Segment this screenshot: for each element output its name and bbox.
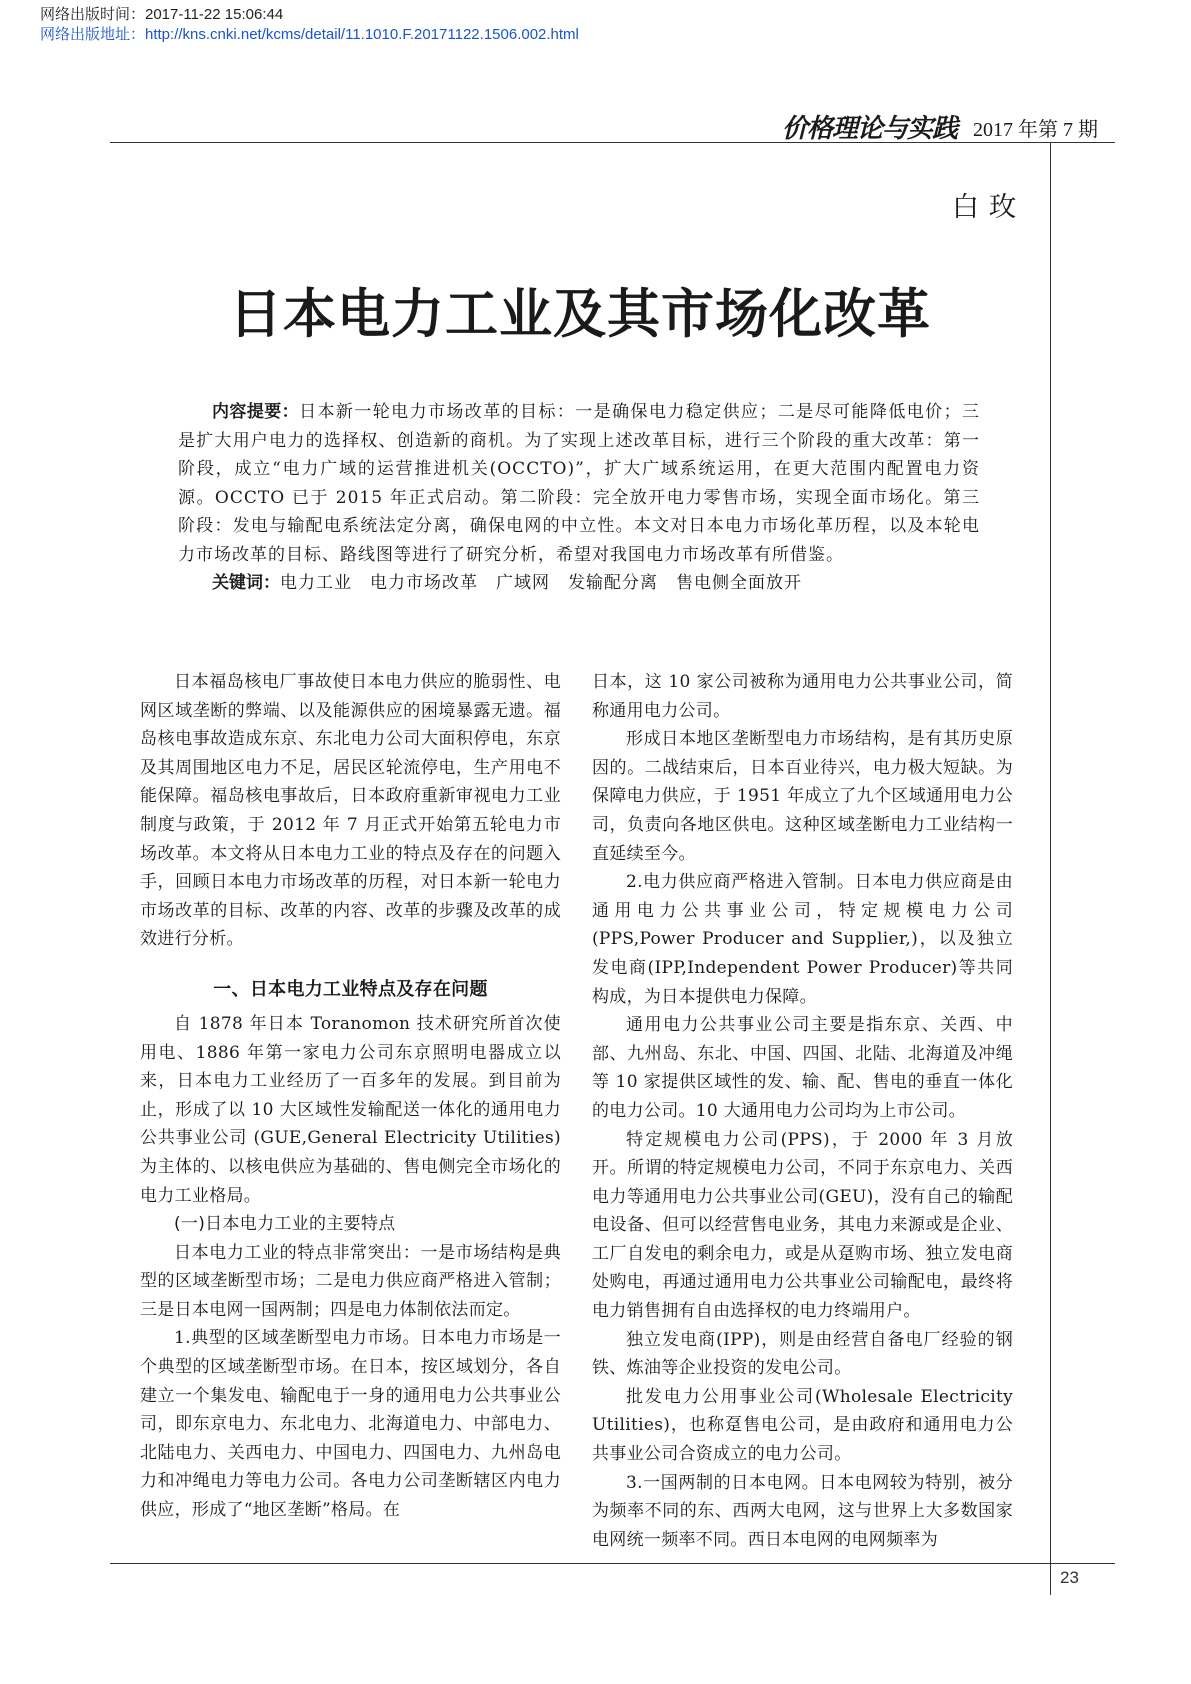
journal-issue: 2017 年第 7 期: [973, 119, 1098, 141]
keywords-paragraph: [178, 569, 980, 598]
header-rule: [110, 142, 1115, 143]
body-paragraph: 1.典型的区域垄断型电力市场。日本电力市场是一个典型的区域垄断型市场。在日本，按区域划分，各自建立一个集发电、输配电于一身的通用电力公共事业公司，即东京电力、东北电力、北海道电力、中部电力、北陆电力、关西电力、中国电力、四国电力、九州岛电力和冲绳电力等电力公司。各电力公司垄断辖区内电力供应，形成了“地区垄断”格局。在: [140, 1328, 561, 1521]
abstract-label: 内容提要：: [212, 402, 300, 422]
abstract-text: 日本新一轮电力市场改革的目标：一是确保电力稳定供应；二是尽可能降低电价；三是扩大用户电力的选择权、创造新的商机。为了实现上述改革目标，进行三个阶段的重大改革：第一阶段，成立“电力广域的运营推进机关(OCCTO)”，扩大广域系统运用，在更大范围内配置电力资源。OCCTO 已于 2015 年正式启动。第二阶段：完全放开电力零售市场，实现全面市场化。第三阶段：发电与输配电系统法定分离，确保电网的中立性。本文对日本电力市场化革历程，以及本轮电力市场改革的目标、路线图等进行了研究分析，希望对我国电力市场改革有所借鉴。: [178, 402, 981, 565]
body-paragraph-continued: 日本，这 10 家公司被称为通用电力公共事业公司，简称通用电力公司。: [592, 672, 1013, 721]
right-column: [592, 668, 1013, 1554]
body-paragraph: 批发电力公用事业公司(Wholesale Electricity Utilities)，也称趸售电公司，是由政府和通用电力公共事业公司合资成立的电力公司。: [592, 1386, 1013, 1465]
body-paragraph: 特定规模电力公司(PPS)，于 2000 年 3 月放开。所谓的特定规模电力公司，不同于东京电力、关西电力等通用电力公共事业公司(GEU)，没有自己的输配电设备、但可以经营售电业务，其电力来源或是企业、工厂自发电的剩余电力，或是从趸购市场、独立发电商处购电，再通过通用电力公共事业公司输配电，最终将电力销售拥有自由选择权的电力终端用户。: [592, 1129, 1013, 1322]
journal-name: 价格理论与实践: [782, 114, 958, 144]
body-paragraph: 自 1878 年日本 Toranomon 技术研究所首次使用电、1886 年第一家电力公司东京照明电器成立以来，日本电力工业经历了一百多年的发展。到目前为止，形成了以 10 大区域性发输配送一体化的通用电力公共事业公司 (GUE,General Electricity Utilities)为主体的、以核电供应为基础的、售电侧完全市场化的电力工业格局。: [140, 1013, 561, 1206]
online-publish-time: 网络出版时间：2017-11-22 15:06:44: [40, 6, 284, 23]
section-heading: 一、日本电力工业特点及存在问题: [213, 978, 488, 1000]
keywords-text: 电力工业 电力市场改革 广域网 发输配分离 售电侧全面放开: [280, 573, 802, 593]
body-paragraph: 2.电力供应商严格进入管制。日本电力供应商是由通用电力公共事业公司，特定规模电力公司(PPS,Power Producer and Supplier,)，以及独立发电商(IPP,Independent Power Producer)等共同构成，为日本提供电力保障。: [592, 872, 1013, 1007]
footer-rule: [110, 1563, 1115, 1564]
body-paragraph: 通用电力公共事业公司主要是指东京、关西、中部、九州岛、东北、中国、四国、北陆、北海道及冲绳等 10 家提供区域性的发、输、配、售电的垂直一体化的电力公司。10 大通用电力公司均为上市公司。: [592, 1015, 1013, 1121]
abstract-paragraph: [178, 398, 980, 569]
body-paragraph: 日本福岛核电厂事故使日本电力供应的脆弱性、电网区域垄断的弊端、以及能源供应的困境暴露无遗。福岛核电事故造成东京、东北电力公司大面积停电，东京及其周围地区电力不足，居民区轮流停电，生产用电不能保障。福岛核电事故后，日本政府重新审视电力工业制度与政策，于 2012 年 7 月正式开始第五轮电力市场改革。本文将从日本电力工业的特点及存在的问题入手，回顾日本电力市场改革的历程，对日本新一轮电力市场改革的目标、改革的内容、改革的步骤及改革的成效进行分析。: [140, 672, 561, 950]
body-paragraph: 独立发电商(IPP)，则是由经营自备电厂经验的钢铁、炼油等企业投资的发电公司。: [592, 1329, 1013, 1379]
keywords-label: 关键词：: [212, 573, 280, 593]
margin-rule: [1050, 143, 1051, 1595]
subsection-heading: (一)日本电力工业的主要特点: [174, 1214, 396, 1235]
left-column: [140, 668, 561, 1525]
body-paragraph: 3.一国两制的日本电网。日本电网较为特别，被分为频率不同的东、西两大电网，这与世界上大多数国家电网统一频率不同。西日本电网的电网频率为: [592, 1472, 1013, 1550]
page-number: 23: [1060, 1568, 1079, 1587]
body-paragraph: 日本电力工业的特点非常突出：一是市场结构是典型的区域垄断型市场；二是电力供应商严格进入管制；三是日本电网一国两制；四是电力体制依法而定。: [140, 1242, 561, 1320]
online-publish-url[interactable]: 网络出版地址：http://kns.cnki.net/kcms/detail/11.1010.F.20171122.1506.002.html: [40, 26, 579, 43]
article-title: 日本电力工业及其市场化改革: [229, 284, 931, 345]
author-name: 白玫: [952, 192, 1026, 223]
abstract-block: [178, 398, 980, 598]
body-paragraph: 形成日本地区垄断型电力市场结构，是有其历史原因的。二战结束后，日本百业待兴，电力极大短缺。为保障电力供应，于 1951 年成立了九个区域通用电力公司，负责向各地区供电。这种区域垄断电力工业结构一直延续至今。: [592, 729, 1013, 864]
